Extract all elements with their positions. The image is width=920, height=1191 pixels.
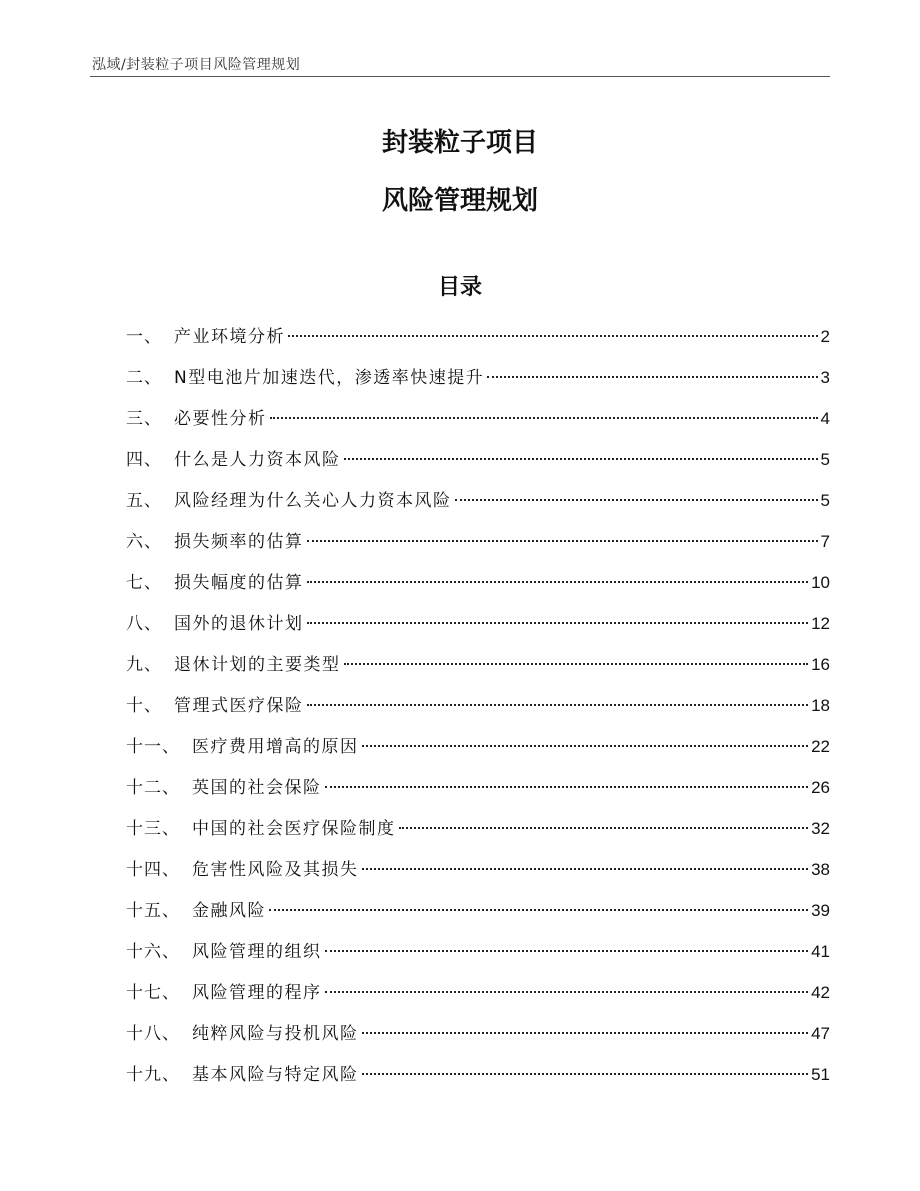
toc-entry[interactable] xyxy=(126,1060,830,1101)
toc-entry-page: 5 xyxy=(820,491,830,510)
toc-entry-title: 风险管理的程序 xyxy=(192,983,322,1003)
toc-entry-page: 5 xyxy=(820,450,830,469)
toc-entry-number: 五、 xyxy=(126,491,162,511)
toc-entry[interactable] xyxy=(126,322,830,363)
toc-entry-number: 十九、 xyxy=(126,1065,180,1085)
toc-dot-leader xyxy=(362,745,809,747)
toc-entry-title: 损失幅度的估算 xyxy=(174,573,304,593)
toc-entry[interactable] xyxy=(126,568,830,609)
toc-entry-title: 金融风险 xyxy=(192,901,266,921)
toc-entry-number: 九、 xyxy=(126,655,162,675)
toc-entry-title: 国外的退休计划 xyxy=(174,614,304,634)
toc-entry[interactable] xyxy=(126,896,830,937)
toc-entry[interactable] xyxy=(126,732,830,773)
toc-entry-page: 16 xyxy=(811,655,830,674)
toc-entry-page: 42 xyxy=(811,983,830,1002)
toc-dot-leader xyxy=(325,950,809,952)
toc-entry-number: 八、 xyxy=(126,614,162,634)
toc-entry-page: 7 xyxy=(820,532,830,551)
toc-entry-title: 什么是人力资本风险 xyxy=(174,450,341,470)
toc-entry-page: 4 xyxy=(820,409,830,428)
toc-entry-page: 2 xyxy=(820,327,830,346)
toc-entry-title: 损失频率的估算 xyxy=(174,532,304,552)
toc-dot-leader xyxy=(399,827,809,829)
toc-entry-number: 三、 xyxy=(126,409,162,429)
table-of-contents xyxy=(126,322,830,1101)
toc-entry-number: 十二、 xyxy=(126,778,180,798)
toc-entry[interactable] xyxy=(126,773,830,814)
toc-dot-leader xyxy=(307,581,809,583)
toc-entry-title: 产业环境分析 xyxy=(174,327,285,347)
toc-entry-page: 3 xyxy=(820,368,830,387)
toc-entry-number: 七、 xyxy=(126,573,162,593)
toc-entry-page: 39 xyxy=(811,901,830,920)
toc-dot-leader xyxy=(307,704,809,706)
toc-entry[interactable] xyxy=(126,445,830,486)
toc-dot-leader xyxy=(362,868,809,870)
toc-dot-leader xyxy=(362,1032,809,1034)
toc-dot-leader xyxy=(487,376,817,378)
toc-entry-page: 10 xyxy=(811,573,830,592)
toc-entry-title: 必要性分析 xyxy=(174,409,267,429)
toc-entry[interactable] xyxy=(126,1019,830,1060)
toc-entry[interactable] xyxy=(126,609,830,650)
toc-dot-leader xyxy=(325,991,809,993)
toc-entry-page: 12 xyxy=(811,614,830,633)
toc-entry-number: 六、 xyxy=(126,532,162,552)
toc-entry-number: 十五、 xyxy=(126,901,180,921)
toc-entry-title: 退休计划的主要类型 xyxy=(174,655,341,675)
toc-dot-leader xyxy=(344,663,809,665)
toc-entry-title: 管理式医疗保险 xyxy=(174,696,304,716)
toc-entry-page: 26 xyxy=(811,778,830,797)
toc-entry-number: 十、 xyxy=(126,696,162,716)
toc-dot-leader xyxy=(269,909,808,911)
document-title-line2: 风险管理规划 xyxy=(381,186,538,216)
toc-entry[interactable] xyxy=(126,527,830,568)
toc-entry-page: 38 xyxy=(811,860,830,879)
toc-entry[interactable] xyxy=(126,937,830,978)
toc-entry-title: 英国的社会保险 xyxy=(192,778,322,798)
running-header: 泓域/封装粒子项目风险管理规划 xyxy=(92,57,301,73)
toc-entry-title: 中国的社会医疗保险制度 xyxy=(192,819,396,839)
toc-entry[interactable] xyxy=(126,691,830,732)
toc-heading: 目录 xyxy=(437,275,482,300)
toc-entry-title: 医疗费用增高的原因 xyxy=(192,737,359,757)
toc-dot-leader xyxy=(270,417,818,419)
toc-dot-leader xyxy=(307,540,818,542)
toc-entry-page: 51 xyxy=(811,1065,830,1084)
toc-entry-title: 风险管理的组织 xyxy=(192,942,322,962)
toc-entry[interactable] xyxy=(126,978,830,1019)
toc-entry-number: 一、 xyxy=(126,327,162,347)
toc-entry-title: 风险经理为什么关心人力资本风险 xyxy=(174,491,452,511)
toc-entry-number: 十四、 xyxy=(126,860,180,880)
toc-entry-page: 47 xyxy=(811,1024,830,1043)
toc-entry-page: 18 xyxy=(811,696,830,715)
toc-dot-leader xyxy=(455,499,818,501)
toc-entry-page: 41 xyxy=(811,942,830,961)
toc-entry[interactable] xyxy=(126,814,830,855)
toc-dot-leader xyxy=(344,458,818,460)
document-title-line1: 封装粒子项目 xyxy=(381,128,538,158)
toc-entry-number: 十六、 xyxy=(126,942,180,962)
toc-dot-leader xyxy=(288,335,818,337)
toc-entry-number: 二、 xyxy=(126,368,162,388)
toc-entry-number: 四、 xyxy=(126,450,162,470)
toc-entry[interactable] xyxy=(126,404,830,445)
toc-entry[interactable] xyxy=(126,855,830,896)
toc-entry-number: 十一、 xyxy=(126,737,180,757)
toc-dot-leader xyxy=(307,622,809,624)
toc-entry-title: 基本风险与特定风险 xyxy=(192,1065,359,1085)
toc-entry[interactable] xyxy=(126,650,830,691)
toc-dot-leader xyxy=(325,786,809,788)
toc-entry-page: 32 xyxy=(811,819,830,838)
toc-entry-title: N型电池片加速迭代，渗透率快速提升 xyxy=(174,368,485,388)
toc-entry-title: 危害性风险及其损失 xyxy=(192,860,359,880)
toc-entry-title: 纯粹风险与投机风险 xyxy=(192,1024,359,1044)
toc-entry[interactable] xyxy=(126,486,830,527)
toc-entry-number: 十八、 xyxy=(126,1024,180,1044)
header-divider xyxy=(90,76,830,77)
toc-entry-number: 十七、 xyxy=(126,983,180,1003)
toc-entry-page: 22 xyxy=(811,737,830,756)
toc-entry-number: 十三、 xyxy=(126,819,180,839)
toc-dot-leader xyxy=(362,1073,809,1075)
toc-entry[interactable] xyxy=(126,363,830,404)
